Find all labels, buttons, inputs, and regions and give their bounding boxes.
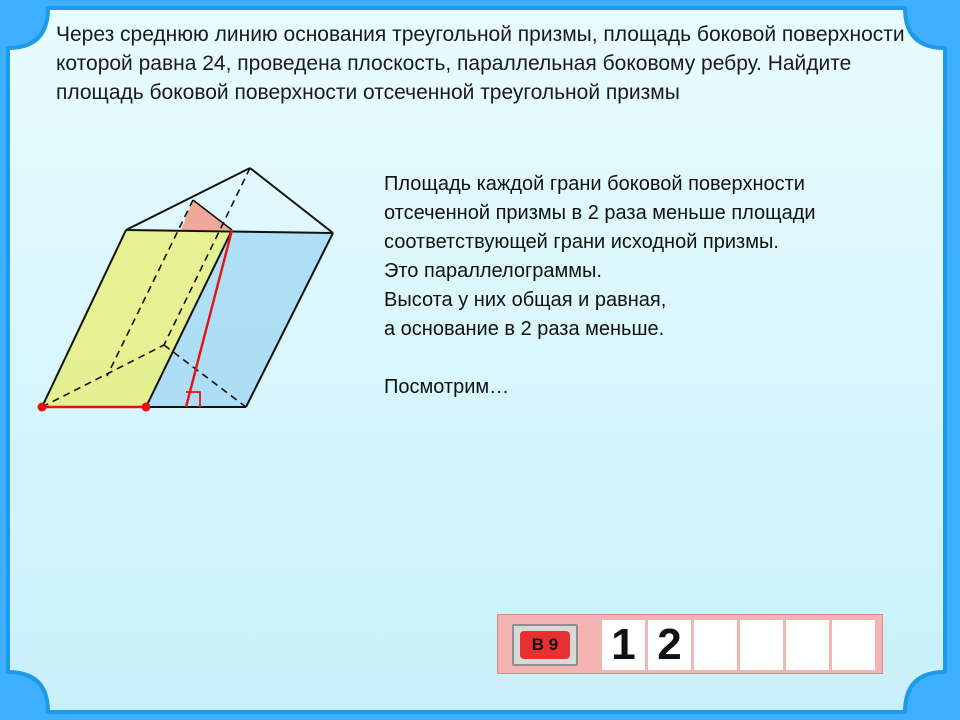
solution-line: Это параллелограммы. xyxy=(384,260,602,282)
answer-cell-3[interactable] xyxy=(694,620,737,670)
solution-explanation xyxy=(384,170,924,402)
answer-key-label: В 9 xyxy=(520,631,570,659)
base-point-right xyxy=(142,403,151,412)
solution-line: отсеченной призмы в 2 раза меньше площади xyxy=(384,202,816,224)
solution-line: Высота у них общая и равная, xyxy=(384,289,667,311)
answer-cell-1[interactable]: 1 xyxy=(602,620,645,670)
top-section-triangle xyxy=(181,200,232,230)
solution-line: а основание в 2 раза меньше. xyxy=(384,318,665,340)
answer-cell-6[interactable] xyxy=(832,620,875,670)
answer-key-button[interactable] xyxy=(512,624,578,666)
answer-cell-2[interactable]: 2 xyxy=(648,620,691,670)
answer-cell-5[interactable] xyxy=(786,620,829,670)
solution-spacer xyxy=(384,344,924,373)
answer-cell-4[interactable] xyxy=(740,620,783,670)
top-right-edge xyxy=(250,168,333,233)
solution-line: соответствующей грани исходной призмы. xyxy=(384,231,779,253)
problem-statement: Через среднюю линию основания треугольной призмы, площадь боковой поверхности которой равна 24, проведена плоскость, параллельная боковому ребру. Найдите площадь боковой поверхности отсеченной треугольной призмы xyxy=(56,23,905,104)
solution-line: Площадь каждой грани боковой поверхности xyxy=(384,173,805,195)
base-point-left xyxy=(38,403,47,412)
solution-line-look: Посмотрим… xyxy=(384,376,510,398)
answer-panel xyxy=(497,614,883,674)
